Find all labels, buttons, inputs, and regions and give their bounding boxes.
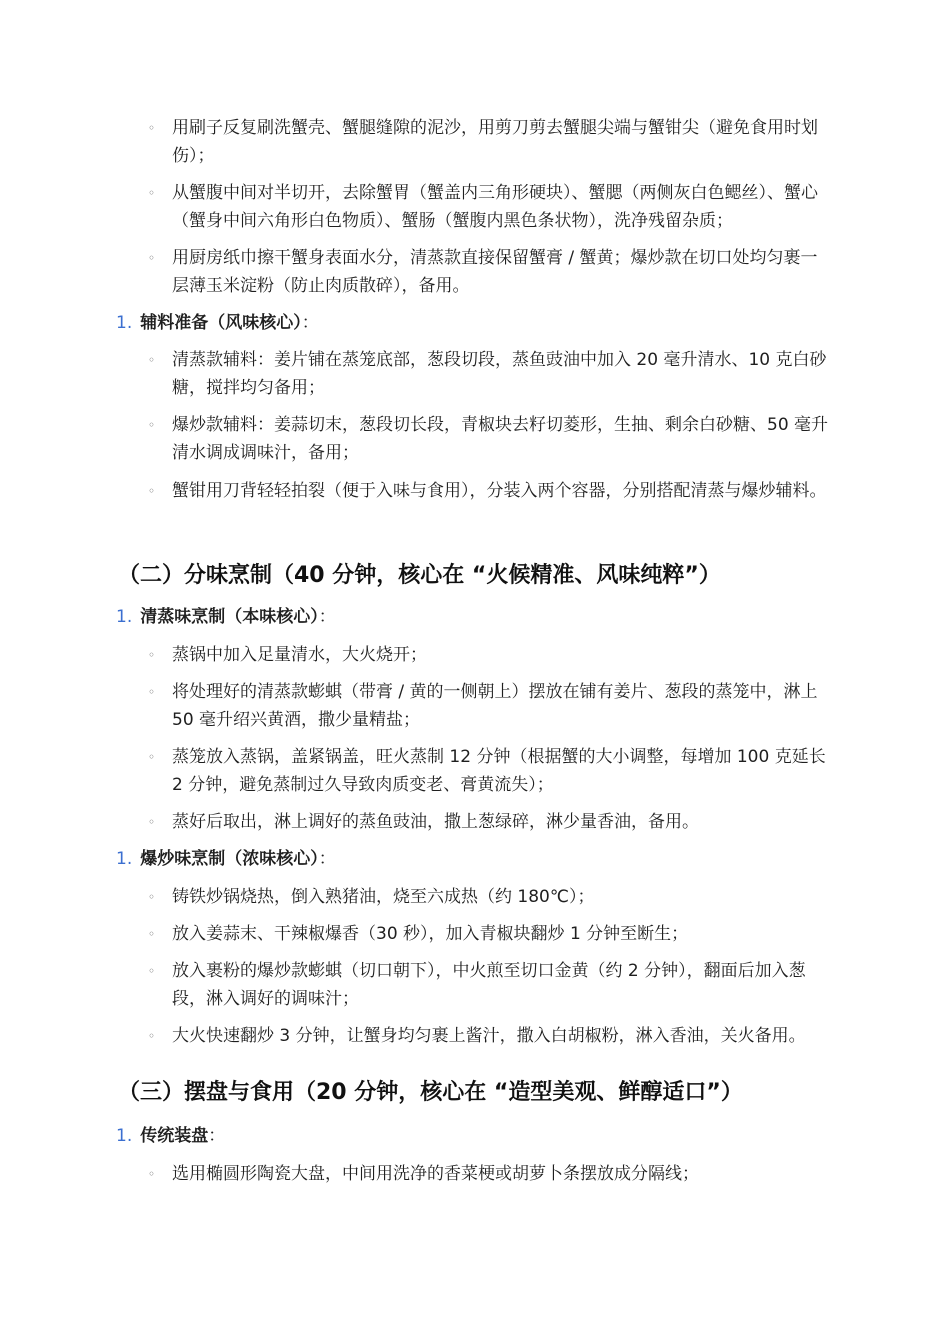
bullet-marker: ◦ bbox=[148, 890, 156, 904]
item-title: 清蒸味烹制（本味核心） bbox=[140, 607, 319, 627]
item-title: 爆炒味烹制（浓味核心） bbox=[140, 849, 319, 869]
item-suffix: ： bbox=[318, 849, 336, 869]
list-item: 蟹钳用刀背轻轻拍裂（便于入味与食用），分装入两个容器，分别搭配清蒸与爆炒辅料。 bbox=[172, 481, 827, 501]
section-heading: （三）摆盘与食用（20 分钟，核心在 “造型美观、鲜醇适口”） bbox=[118, 1080, 743, 1105]
bullet-marker: ◦ bbox=[148, 750, 156, 764]
list-item: 用刷子反复刷洗蟹壳、蟹腿缝隙的泥沙，用剪刀剪去蟹腿尖端与蟹钳尖（避免食用时划伤）； bbox=[172, 118, 818, 166]
list-item: 放入姜蒜末、干辣椒爆香（30 秒），加入青椒块翻炒 1 分钟至断生； bbox=[172, 924, 689, 944]
bullet-marker: ◦ bbox=[148, 964, 156, 978]
bullet-marker: ◦ bbox=[148, 1167, 156, 1181]
item-number: 1. bbox=[116, 313, 133, 333]
bullet-marker: ◦ bbox=[148, 186, 156, 200]
numbered-item bbox=[116, 603, 336, 631]
list-item: 清蒸款辅料：姜片铺在蒸笼底部，葱段切段，蒸鱼豉油中加入 20 毫升清水、10 克白砂糖，搅拌均匀备用； bbox=[172, 350, 827, 398]
bullet-marker: ◦ bbox=[148, 353, 156, 367]
bullet-marker: ◦ bbox=[148, 815, 156, 829]
item-number: 1. bbox=[116, 607, 133, 627]
list-item: 选用椭圆形陶瓷大盘，中间用洗净的香菜梗或胡萝卜条摆放成分隔线； bbox=[172, 1164, 699, 1184]
list-item: 用厨房纸巾擦干蟹身表面水分，清蒸款直接保留蟹膏 / 蟹黄；爆炒款在切口处均匀裹一层薄玉米淀粉（防止肉质散碎），备用。 bbox=[172, 248, 818, 296]
bullet-marker: ◦ bbox=[148, 418, 156, 432]
bullet-marker: ◦ bbox=[148, 251, 156, 265]
list-item: 蒸锅中加入足量清水，大火烧开； bbox=[172, 645, 427, 665]
bullet-marker: ◦ bbox=[148, 1029, 156, 1043]
item-suffix: ： bbox=[208, 1126, 226, 1146]
numbered-item bbox=[116, 1122, 225, 1150]
item-number: 1. bbox=[116, 1126, 133, 1146]
list-item: 铸铁炒锅烧热，倒入熟猪油，烧至六成热（约 180℃）； bbox=[172, 887, 595, 907]
list-item: 大火快速翻炒 3 分钟，让蟹身均匀裹上酱汁，撒入白胡椒粉，淋入香油，关火备用。 bbox=[172, 1026, 806, 1046]
list-item: 蒸好后取出，淋上调好的蒸鱼豉油，撒上葱绿碎，淋少量香油，备用。 bbox=[172, 812, 699, 832]
section-heading: （二）分味烹制（40 分钟，核心在 “火候精准、风味纯粹”） bbox=[118, 563, 721, 588]
item-suffix: ： bbox=[318, 607, 336, 627]
list-item: 爆炒款辅料：姜蒜切末，葱段切长段，青椒块去籽切菱形，生抽、剩余白砂糖、50 毫升清水调成调味汁，备用； bbox=[172, 415, 829, 463]
item-title: 辅料准备（风味核心） bbox=[140, 313, 302, 333]
numbered-item bbox=[116, 845, 336, 873]
bullet-marker: ◦ bbox=[148, 484, 156, 498]
item-title: 传统装盘 bbox=[140, 1126, 209, 1146]
list-item: 放入裹粉的爆炒款蟛蜞（切口朝下），中火煎至切口金黄（约 2 分钟），翻面后加入葱段，淋入调好的调味汁； bbox=[172, 961, 806, 1009]
list-item: 蒸笼放入蒸锅，盖紧锅盖，旺火蒸制 12 分钟（根据蟹的大小调整，每增加 100 克延长 2 分钟，避免蒸制过久导致肉质变老、膏黄流失）； bbox=[172, 747, 826, 795]
item-suffix: ： bbox=[301, 313, 319, 333]
bullet-marker: ◦ bbox=[148, 121, 156, 135]
item-number: 1. bbox=[116, 849, 133, 869]
list-item: 将处理好的清蒸款蟛蜞（带膏 / 黄的一侧朝上）摆放在铺有姜片、葱段的蒸笼中，淋上 50 毫升绍兴黄酒，撒少量精盐； bbox=[172, 682, 818, 730]
numbered-item bbox=[116, 309, 319, 337]
bullet-marker: ◦ bbox=[148, 927, 156, 941]
list-item: 从蟹腹中间对半切开，去除蟹胃（蟹盖内三角形硬块）、蟹腮（两侧灰白色鳃丝）、蟹心（蟹身中间六角形白色物质）、蟹肠（蟹腹内黑色条状物），洗净残留杂质； bbox=[172, 183, 818, 231]
bullet-marker: ◦ bbox=[148, 648, 156, 662]
bullet-marker: ◦ bbox=[148, 685, 156, 699]
